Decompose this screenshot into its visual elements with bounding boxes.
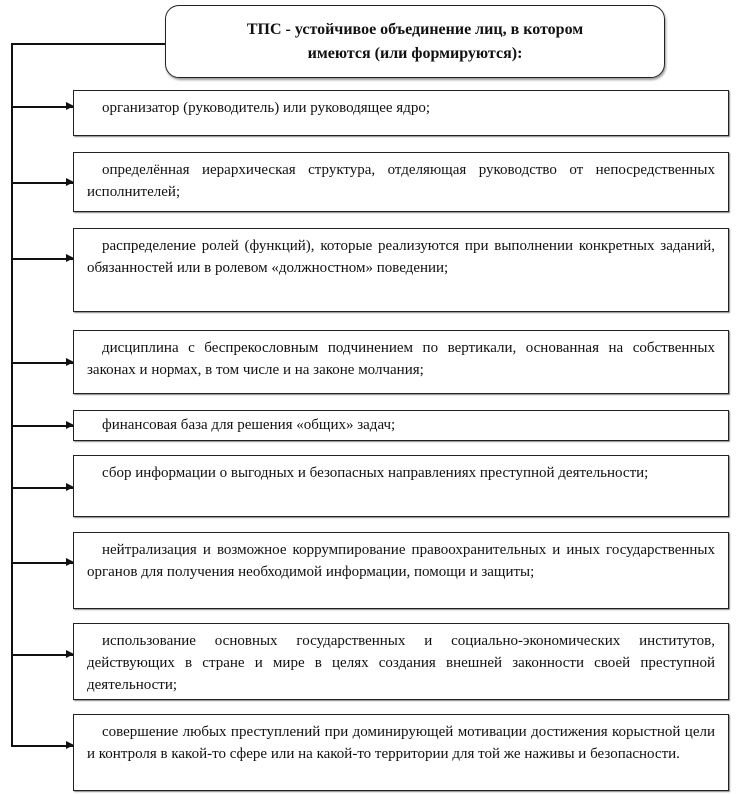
connector-header xyxy=(11,43,165,45)
arrow-icon xyxy=(11,425,73,427)
item-box: определённая иерархическая структура, отделяющая руководство от непосредственных исполнителей; xyxy=(73,152,729,212)
arrow-icon xyxy=(11,487,73,489)
item-box: распределение ролей (функций), которые реализуются при выполнении конкретных заданий, обязанностей или в ролевом «должностном» поведении; xyxy=(73,228,729,312)
arrow-icon xyxy=(11,182,73,184)
connector-trunk xyxy=(11,43,13,746)
arrow-icon xyxy=(11,654,73,656)
header-box xyxy=(165,5,665,78)
arrow-icon xyxy=(11,362,73,364)
arrow-icon xyxy=(11,258,73,260)
item-box: совершение любых преступлений при доминирующей мотивации достижения корыстной цели и контроля в какой-то сфере или на какой-то территории для той же наживы и безопасности. xyxy=(73,714,729,791)
arrow-icon xyxy=(11,745,73,747)
item-box: нейтрализация и возможное коррумпирование правоохранительных и иных государственных органов для получения необходимой информации, помощи и защиты; xyxy=(73,532,729,609)
header-title: ТПС - устойчивое объединение лиц, в котором имеются (или формируются): xyxy=(246,20,584,62)
item-box: сбор информации о выгодных и безопасных направлениях преступной деятельности; xyxy=(73,455,729,517)
arrow-icon xyxy=(11,106,73,108)
item-box: дисциплина с беспрекословным подчинением по вертикали, основанная на собственных законах и нормах, в том числе и на законе молчания; xyxy=(73,330,729,394)
item-box: организатор (руководитель) или руководящее ядро; xyxy=(73,90,729,136)
arrow-icon xyxy=(11,562,73,564)
item-box: использование основных государственных и социально-экономических институтов, действующих в стране и мире в целях создания внешней законности своей преступной деятельности; xyxy=(73,623,729,700)
item-box: финансовая база для решения «общих» задач; xyxy=(73,410,729,441)
